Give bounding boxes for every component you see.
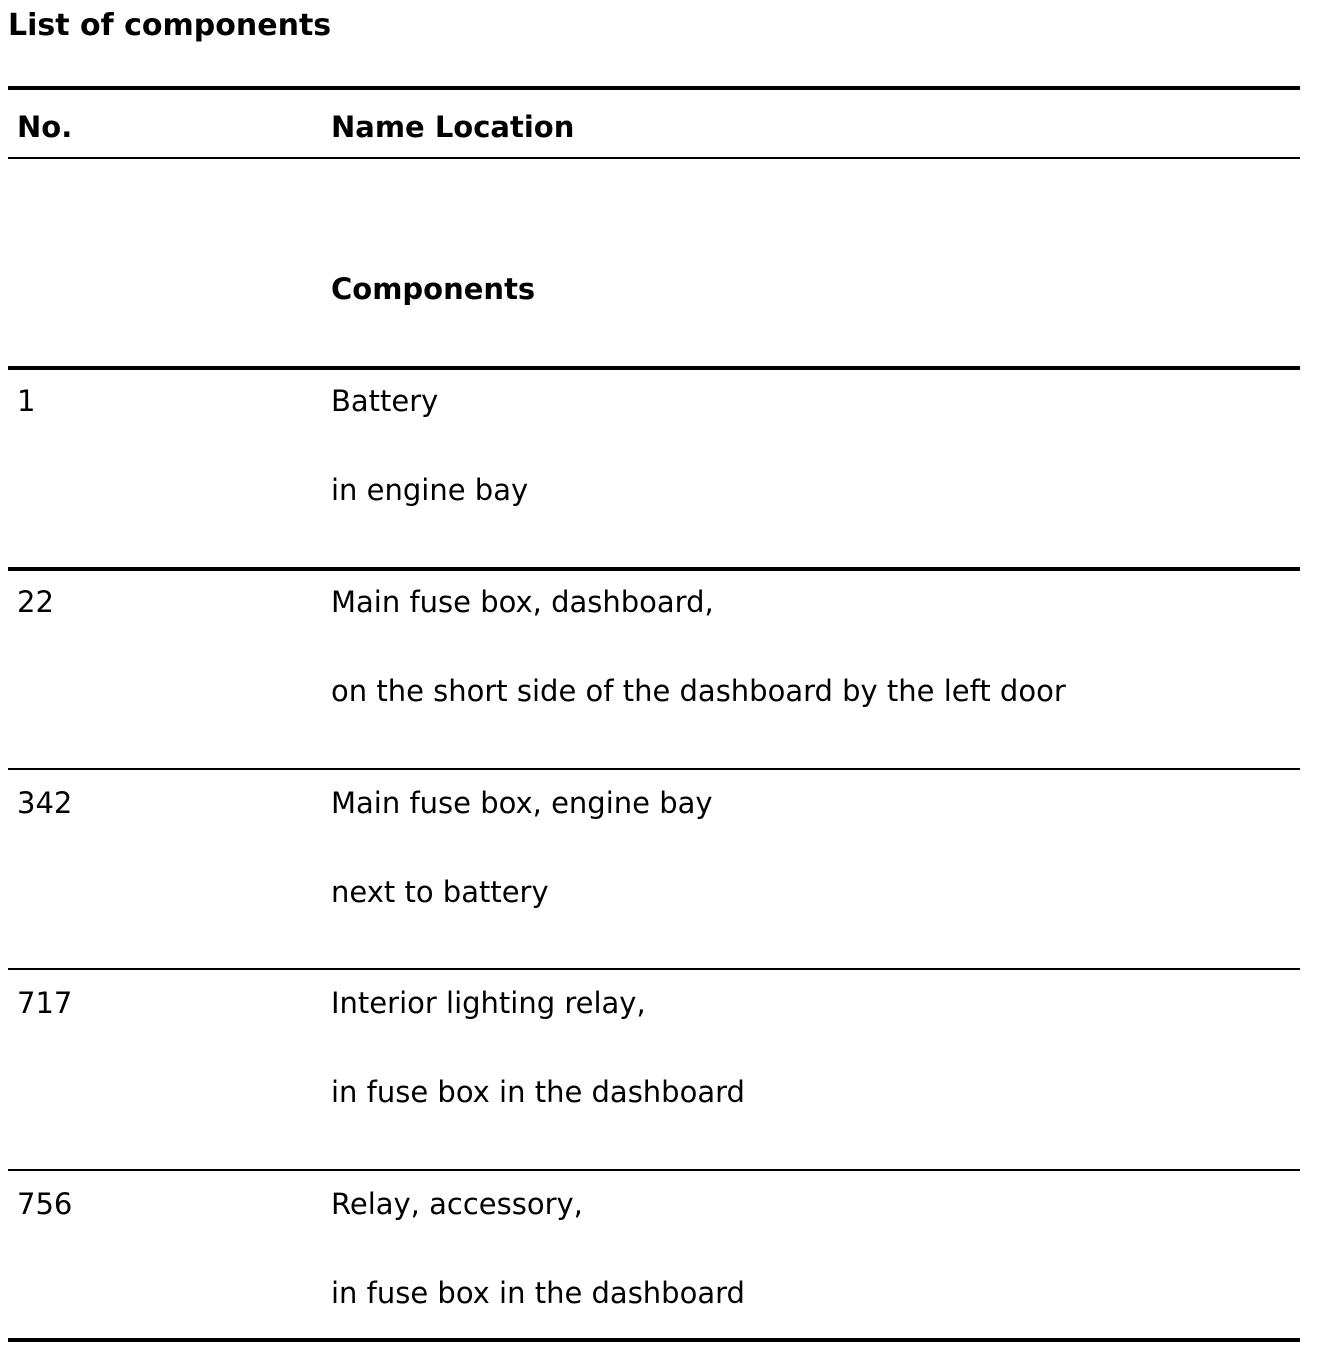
row-divider	[8, 1169, 1300, 1171]
row-name: Interior lighting relay,	[331, 986, 646, 1020]
row-number: 342	[17, 786, 73, 820]
row-number: 717	[17, 986, 73, 1020]
row-name: Main fuse box, dashboard,	[331, 585, 714, 619]
column-header-name-location: Name Location	[331, 110, 575, 144]
row-number: 756	[17, 1187, 73, 1221]
row-name: Main fuse box, engine bay	[331, 786, 713, 820]
section-rule	[8, 366, 1300, 370]
column-header-no: No.	[17, 110, 73, 144]
row-number: 22	[17, 585, 54, 619]
row-divider	[8, 567, 1300, 571]
table-bottom-rule	[8, 1338, 1300, 1342]
header-rule	[8, 157, 1300, 159]
section-heading: Components	[331, 272, 536, 306]
row-name: Battery	[331, 384, 439, 418]
row-location: next to battery	[331, 875, 549, 909]
row-divider	[8, 968, 1300, 970]
row-location: in engine bay	[331, 473, 529, 507]
row-divider	[8, 768, 1300, 770]
row-name: Relay, accessory,	[331, 1187, 583, 1221]
row-number: 1	[17, 384, 36, 418]
row-location: on the short side of the dashboard by the left door	[331, 674, 1066, 708]
row-location: in fuse box in the dashboard	[331, 1276, 745, 1310]
row-location: in fuse box in the dashboard	[331, 1075, 745, 1109]
table-top-rule	[8, 86, 1300, 90]
page-title: List of components	[8, 8, 332, 43]
